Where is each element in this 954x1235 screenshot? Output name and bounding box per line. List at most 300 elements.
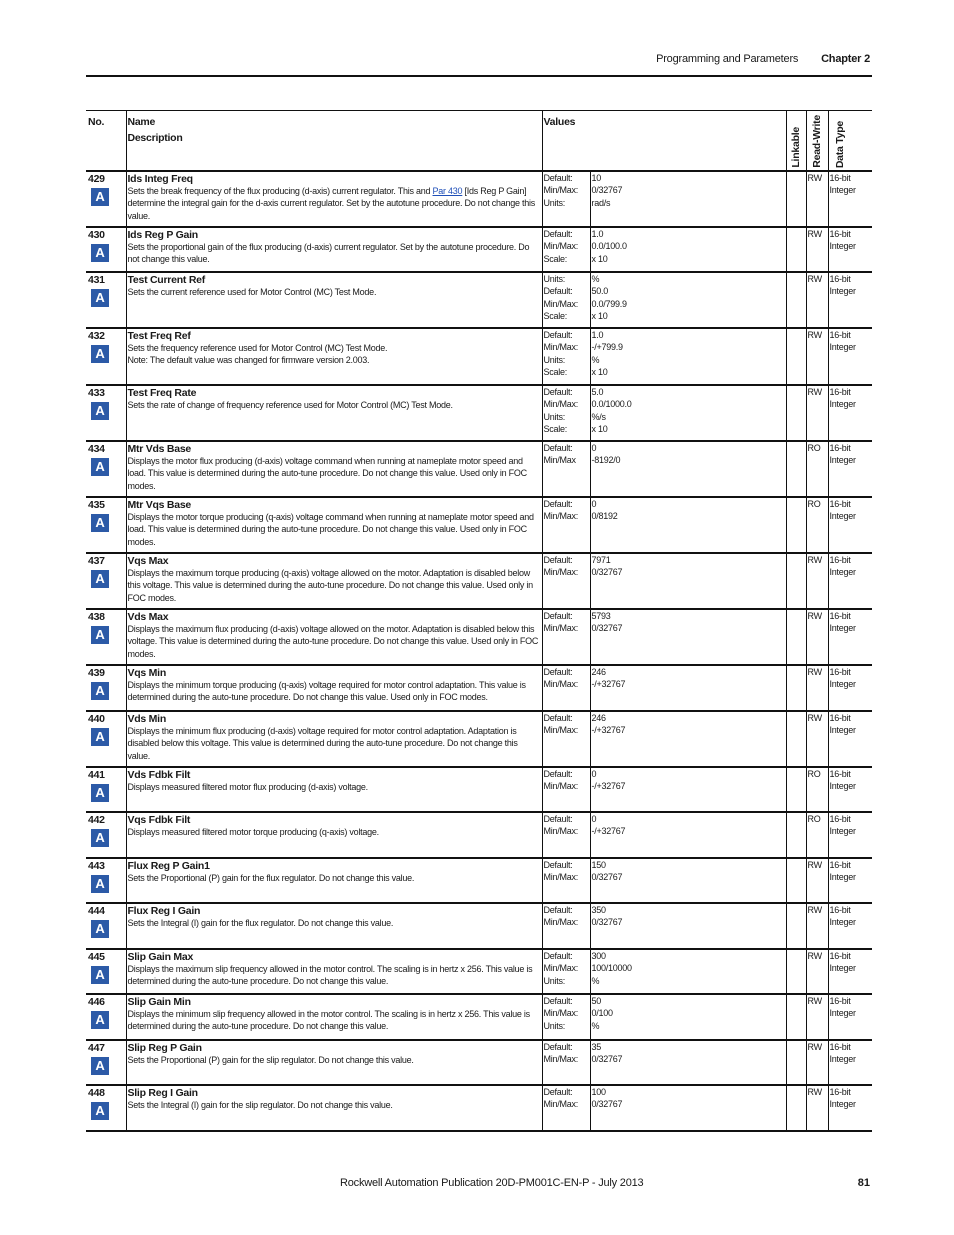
parameter-row [86, 553, 872, 609]
value-values [590, 858, 786, 903]
param-description-note: Note: The default value was changed for firmware version 2.003. [127, 355, 370, 366]
value-val: -/+32767 [591, 679, 626, 690]
param-number-cell [86, 767, 126, 812]
parameter-row [86, 903, 872, 949]
read-write-cell: RW [806, 994, 828, 1040]
data-type-cell [828, 903, 872, 949]
data-type-size: 16-bit [829, 330, 851, 340]
value-val: 5793 [591, 611, 611, 621]
param-description: Displays the motor flux producing (d-axis) voltage command when running at nameplate motor speed and load. This value is determined during the auto-tune procedure. Do not change this value. Used only in FOC modes. [127, 456, 527, 491]
data-type-kind: Integer [829, 342, 856, 353]
value-val: -/+799.9 [591, 342, 623, 353]
value-val: 0/32767 [591, 1054, 623, 1065]
value-val: x 10 [591, 424, 608, 435]
param-description: Sets the proportional gain of the flux producing (d-axis) current regulator. Set by the autotune procedure. Do not change this value. [127, 242, 530, 265]
param-number-cell [86, 812, 126, 858]
param-number-cell [86, 994, 126, 1040]
value-key: Default: [543, 611, 573, 621]
value-val: 100/10000 [591, 963, 632, 974]
value-values [590, 812, 786, 858]
param-name: Test Current Ref [127, 274, 205, 286]
value-val: x 10 [591, 253, 608, 264]
value-key: Default: [543, 860, 573, 870]
value-values [590, 609, 786, 665]
data-type-size: 16-bit [829, 387, 851, 397]
advanced-badge-icon: A [91, 244, 109, 262]
data-type-kind: Integer [829, 781, 856, 792]
data-type-kind: Integer [829, 872, 856, 883]
value-key: Units: [543, 1020, 566, 1031]
value-key: Default: [543, 387, 573, 397]
header-data-type-label: Data Type [833, 120, 846, 168]
data-type-cell [828, 272, 872, 328]
parameter-row [86, 171, 872, 227]
value-keys [542, 553, 590, 609]
param-name-cell [126, 227, 542, 272]
param-number-cell [86, 1040, 126, 1085]
param-name: Flux Reg P Gain1 [127, 860, 210, 872]
value-keys [542, 272, 590, 328]
data-type-size: 16-bit [829, 951, 851, 961]
value-key: Min/Max: [543, 567, 579, 578]
value-key: Min/Max: [543, 1008, 579, 1019]
value-key: Min/Max: [543, 241, 579, 252]
value-val: 50 [591, 996, 602, 1006]
value-values [590, 1085, 786, 1131]
param-name-cell [126, 385, 542, 441]
param-number: 431 [88, 274, 105, 286]
value-val: 300 [591, 951, 606, 961]
param-name: Test Freq Ref [127, 330, 191, 342]
param-number: 432 [88, 330, 105, 342]
value-val: -8192/0 [591, 455, 621, 466]
data-type-kind: Integer [829, 1054, 856, 1065]
param-name: Test Freq Rate [127, 387, 197, 399]
param-name-cell [126, 665, 542, 711]
param-name: Vqs Min [127, 667, 167, 679]
data-type-kind: Integer [829, 826, 856, 837]
read-write-cell: RO [806, 497, 828, 553]
value-key: Units: [543, 354, 566, 365]
value-val: x 10 [591, 367, 608, 378]
parameter-row [86, 665, 872, 711]
data-type-cell [828, 441, 872, 497]
param-name: Slip Reg P Gain [127, 1042, 202, 1054]
data-type-kind: Integer [829, 679, 856, 690]
value-key: Min/Max: [543, 781, 579, 792]
value-key: Units: [543, 975, 566, 986]
param-number: 437 [88, 555, 105, 567]
param-description: Displays the minimum torque producing (q-axis) voltage required for motor control adaptation. This value is determined during the auto-tune procedure. Do not change this value. Used only in FOC modes. [127, 680, 526, 703]
data-type-cell [828, 1085, 872, 1131]
param-name: Vqs Max [127, 555, 169, 567]
param-name-cell [126, 171, 542, 227]
read-write-cell: RW [806, 1040, 828, 1085]
advanced-badge-icon: A [91, 626, 109, 644]
data-type-cell [828, 171, 872, 227]
param-number-cell [86, 949, 126, 994]
value-val: 0 [591, 769, 597, 779]
value-key: Default: [543, 905, 573, 915]
read-write-cell: RW [806, 1085, 828, 1131]
param-number-cell [86, 903, 126, 949]
param-number: 435 [88, 499, 105, 511]
value-keys [542, 1085, 590, 1131]
data-type-size: 16-bit [829, 769, 851, 779]
value-values [590, 949, 786, 994]
param-description: Displays the minimum flux producing (d-axis) voltage required for motor control adaptation. Adaptation is disabled below this voltage. This value is determined during the auto-tune procedure. Do not change this value. [127, 726, 518, 761]
value-key: Default: [543, 443, 573, 453]
data-type-cell [828, 609, 872, 665]
read-write-cell: RW [806, 385, 828, 441]
header-linkable [786, 111, 806, 172]
value-key: Min/Max: [543, 185, 579, 196]
value-val: 50.0 [591, 286, 609, 297]
value-key: Min/Max: [543, 679, 579, 690]
value-key: Default: [543, 713, 573, 723]
data-type-size: 16-bit [829, 274, 851, 284]
header-no: No. [86, 111, 126, 172]
read-write-cell: RW [806, 227, 828, 272]
page-number: 81 [857, 1177, 870, 1189]
param-name-cell [126, 812, 542, 858]
value-key: Min/Max: [543, 826, 579, 837]
param-number-cell [86, 711, 126, 767]
value-val: 150 [591, 860, 606, 870]
value-val: % [591, 354, 600, 365]
parameter-row [86, 812, 872, 858]
data-type-cell [828, 227, 872, 272]
read-write-cell: RW [806, 858, 828, 903]
advanced-badge-icon: A [91, 784, 109, 802]
page-header [656, 53, 870, 65]
linkable-cell [786, 553, 806, 609]
value-keys [542, 994, 590, 1040]
param-number: 448 [88, 1087, 105, 1099]
value-key: Min/Max: [543, 511, 579, 522]
value-val: % [591, 975, 600, 986]
param-description [128, 185, 541, 222]
advanced-badge-icon: A [91, 1011, 109, 1029]
value-val: 1.0 [591, 330, 604, 340]
param-number: 434 [88, 443, 105, 455]
value-key: Default: [543, 951, 573, 961]
param-number: 439 [88, 667, 105, 679]
data-type-kind: Integer [829, 511, 856, 522]
value-key: Min/Max: [543, 342, 579, 353]
header-read-write-label: Read-Write [811, 115, 823, 168]
param-name: Vds Min [127, 713, 167, 725]
advanced-badge-icon: A [91, 1057, 109, 1075]
advanced-badge-icon: A [91, 402, 109, 420]
data-type-cell [828, 385, 872, 441]
value-values [590, 711, 786, 767]
value-keys [542, 903, 590, 949]
value-val: -/+32767 [591, 725, 626, 736]
value-val: 0/32767 [591, 567, 623, 578]
advanced-badge-icon: A [91, 570, 109, 588]
value-key: Min/Max: [543, 917, 579, 928]
param-name: Mtr Vds Base [127, 443, 192, 455]
value-keys [542, 949, 590, 994]
value-keys [542, 328, 590, 385]
param-name-cell [126, 497, 542, 553]
param-description: Sets the frequency reference used for Motor Control (MC) Test Mode. [127, 343, 388, 353]
param-number: 443 [88, 860, 105, 872]
linkable-cell [786, 665, 806, 711]
param-description: Sets the current reference used for Motor Control (MC) Test Mode. [127, 287, 377, 297]
advanced-badge-icon: A [91, 875, 109, 893]
data-type-kind: Integer [829, 917, 856, 928]
parameter-rows [86, 171, 872, 1131]
table-header-row [86, 111, 872, 172]
data-type-cell [828, 949, 872, 994]
param-description: Sets the rate of change of frequency reference used for Motor Control (MC) Test Mode. [127, 400, 453, 410]
linkable-cell [786, 171, 806, 227]
linkable-cell [786, 812, 806, 858]
linkable-cell [786, 903, 806, 949]
parameter-row [86, 994, 872, 1040]
header-description-label: Description [127, 132, 183, 144]
value-key: Default: [543, 1042, 573, 1052]
param-number: 444 [88, 905, 105, 917]
value-keys [542, 767, 590, 812]
param-number: 442 [88, 814, 105, 826]
data-type-kind: Integer [829, 399, 856, 410]
data-type-kind: Integer [829, 241, 856, 252]
data-type-kind: Integer [829, 963, 856, 974]
param-name-cell [126, 903, 542, 949]
advanced-badge-icon: A [91, 188, 109, 206]
header-read-write [806, 111, 828, 172]
header-name [126, 111, 542, 172]
header-values: Values [542, 111, 786, 172]
value-val: 7971 [591, 555, 611, 565]
param-name-cell [126, 994, 542, 1040]
value-key: Min/Max [543, 455, 576, 466]
value-val: 0/8192 [591, 511, 618, 522]
value-values [590, 227, 786, 272]
linkable-cell [786, 328, 806, 385]
linkable-cell [786, 711, 806, 767]
value-val: 246 [591, 713, 606, 723]
parameter-row [86, 858, 872, 903]
data-type-size: 16-bit [829, 1042, 851, 1052]
value-key: Min/Max: [543, 1099, 579, 1110]
read-write-cell: RW [806, 665, 828, 711]
parameter-row [86, 949, 872, 994]
read-write-cell: RW [806, 553, 828, 609]
param-number: 447 [88, 1042, 105, 1054]
value-key: Scale: [543, 367, 568, 378]
param-description: Displays the maximum slip frequency allowed in the motor control. The scaling is in hertz x 256. This value is determined during the auto-tune procedure. Do not change this value. [127, 964, 533, 987]
value-values [590, 903, 786, 949]
value-val: 0/100 [591, 1008, 613, 1019]
parameter-row [86, 328, 872, 385]
param-name-cell [126, 767, 542, 812]
param-name: Vqs Fdbk Filt [127, 814, 191, 826]
value-key: Scale: [543, 311, 568, 322]
value-keys [542, 609, 590, 665]
data-type-cell [828, 711, 872, 767]
value-values [590, 497, 786, 553]
value-val: 5.0 [591, 387, 604, 397]
param-name-cell [126, 1085, 542, 1131]
param-number-cell [86, 171, 126, 227]
data-type-size: 16-bit [829, 229, 851, 239]
parameter-row [86, 711, 872, 767]
value-values [590, 665, 786, 711]
param-number-cell [86, 328, 126, 385]
data-type-size: 16-bit [829, 905, 851, 915]
param-number: 445 [88, 951, 105, 963]
param-description: Displays measured filtered motor flux producing (d-axis) voltage. [127, 782, 368, 792]
value-key: Default: [543, 996, 573, 1006]
value-key: Min/Max: [543, 623, 579, 634]
param-name-cell [126, 441, 542, 497]
value-val: x 10 [591, 311, 608, 322]
value-keys [542, 171, 590, 227]
advanced-badge-icon: A [91, 345, 109, 363]
value-key: Default: [543, 173, 573, 183]
param-name: Mtr Vqs Base [127, 499, 192, 511]
data-type-kind: Integer [829, 286, 856, 297]
param-name: Ids Integ Freq [127, 173, 193, 185]
value-keys [542, 441, 590, 497]
param-description: Displays the maximum torque producing (q-axis) voltage allowed on the motor. Adaptation is disabled below this voltage. This value is determined during the auto-tune procedure. Do not change this value. Used only in FOC modes. [127, 568, 533, 603]
linkable-cell [786, 949, 806, 994]
header-rule [86, 75, 872, 77]
param-name-cell [126, 858, 542, 903]
advanced-badge-icon: A [91, 829, 109, 847]
value-val: 10 [591, 173, 602, 183]
value-key: Min/Max: [543, 872, 579, 883]
value-values [590, 441, 786, 497]
value-values [590, 1040, 786, 1085]
param-description: Sets the Integral (I) gain for the flux regulator. Do not change this value. [127, 918, 394, 928]
value-keys [542, 497, 590, 553]
value-key: Default: [543, 330, 573, 340]
value-values [590, 553, 786, 609]
value-val: %/s [591, 411, 606, 422]
data-type-kind: Integer [829, 1099, 856, 1110]
header-data-type [828, 111, 872, 172]
value-val: 0 [591, 814, 597, 824]
param-description: Displays the maximum flux producing (d-axis) voltage allowed on the motor. Adaptation is disabled below this voltage. This value is determined during the auto-tune procedure. Do not change this value. Used only in FOC modes. [127, 624, 539, 659]
data-type-cell [828, 665, 872, 711]
parameter-row [86, 272, 872, 328]
advanced-badge-icon: A [91, 682, 109, 700]
param-name-cell [126, 272, 542, 328]
data-type-size: 16-bit [829, 860, 851, 870]
header-name-label: Name [127, 116, 156, 128]
data-type-kind: Integer [829, 725, 856, 736]
value-val: 246 [591, 667, 606, 677]
value-val: 0.0/1000.0 [591, 399, 632, 410]
linkable-cell [786, 497, 806, 553]
param-name: Slip Reg I Gain [127, 1087, 198, 1099]
param-name: Vds Fdbk Filt [127, 769, 191, 781]
param-description: Displays the motor torque producing (q-axis) voltage command when running at nameplate motor speed and load. This value is determined during the auto-tune procedure. Do not change this value. Used only in FOC modes. [127, 512, 534, 547]
param-number-cell [86, 497, 126, 553]
advanced-badge-icon: A [91, 966, 109, 984]
value-key: Default: [543, 499, 573, 509]
parameter-row [86, 767, 872, 812]
data-type-kind: Integer [829, 455, 856, 466]
parameter-row [86, 1085, 872, 1131]
param-description-text-rest: [Ids Reg P Gain] determine the integral gain for the d-axis current regulator. Set by the autotune procedure. Do not change this value. [127, 186, 536, 221]
read-write-cell: RW [806, 328, 828, 385]
value-val: 0/32767 [591, 917, 623, 928]
value-key: Units: [543, 274, 566, 284]
param-name-cell [126, 609, 542, 665]
read-write-cell: RW [806, 711, 828, 767]
linkable-cell [786, 1040, 806, 1085]
value-key: Default: [543, 814, 573, 824]
value-keys [542, 385, 590, 441]
value-val: 0 [591, 443, 597, 453]
value-val: 0 [591, 499, 597, 509]
parameter-table [86, 110, 872, 1132]
value-val: 0/32767 [591, 872, 623, 883]
parameter-row [86, 609, 872, 665]
value-values [590, 385, 786, 441]
section-title: Programming and Parameters [656, 53, 799, 65]
value-val: 0/32767 [591, 185, 623, 196]
data-type-cell [828, 1040, 872, 1085]
value-keys [542, 665, 590, 711]
advanced-badge-icon: A [91, 1102, 109, 1120]
data-type-kind: Integer [829, 567, 856, 578]
value-val: % [591, 1020, 600, 1031]
advanced-badge-icon: A [91, 458, 109, 476]
parameter-reference-link[interactable]: Par 430 [432, 186, 463, 196]
value-key: Scale: [543, 424, 568, 435]
param-number-cell [86, 227, 126, 272]
param-number-cell [86, 665, 126, 711]
data-type-kind: Integer [829, 623, 856, 634]
value-values [590, 171, 786, 227]
value-key: Units: [543, 411, 566, 422]
data-type-cell [828, 858, 872, 903]
linkable-cell [786, 1085, 806, 1131]
param-number: 446 [88, 996, 105, 1008]
value-val: -/+32767 [591, 781, 626, 792]
param-name: Flux Reg I Gain [127, 905, 201, 917]
parameter-row [86, 441, 872, 497]
param-name-cell [126, 553, 542, 609]
header-linkable-label: Linkable [790, 127, 802, 168]
value-values [590, 767, 786, 812]
value-key: Default: [543, 229, 573, 239]
param-name: Vds Max [127, 611, 169, 623]
read-write-cell: RO [806, 441, 828, 497]
param-number-cell [86, 609, 126, 665]
param-number-cell [86, 553, 126, 609]
param-name-cell [126, 711, 542, 767]
param-name: Ids Reg P Gain [127, 229, 198, 241]
param-description-text: Sets the break frequency of the flux producing (d-axis) current regulator. This and [127, 186, 433, 196]
read-write-cell: RW [806, 171, 828, 227]
param-description: Displays the minimum slip frequency allowed in the motor control. The scaling is in hertz x 256. This value is determined during the auto-tune procedure. Do not change this value. [127, 1009, 530, 1032]
data-type-size: 16-bit [829, 173, 851, 183]
value-val: 0.0/799.9 [591, 298, 627, 309]
param-number: 433 [88, 387, 105, 399]
linkable-cell [786, 227, 806, 272]
value-keys [542, 1040, 590, 1085]
param-name-cell [126, 1040, 542, 1085]
chapter-label: Chapter 2 [821, 53, 870, 65]
